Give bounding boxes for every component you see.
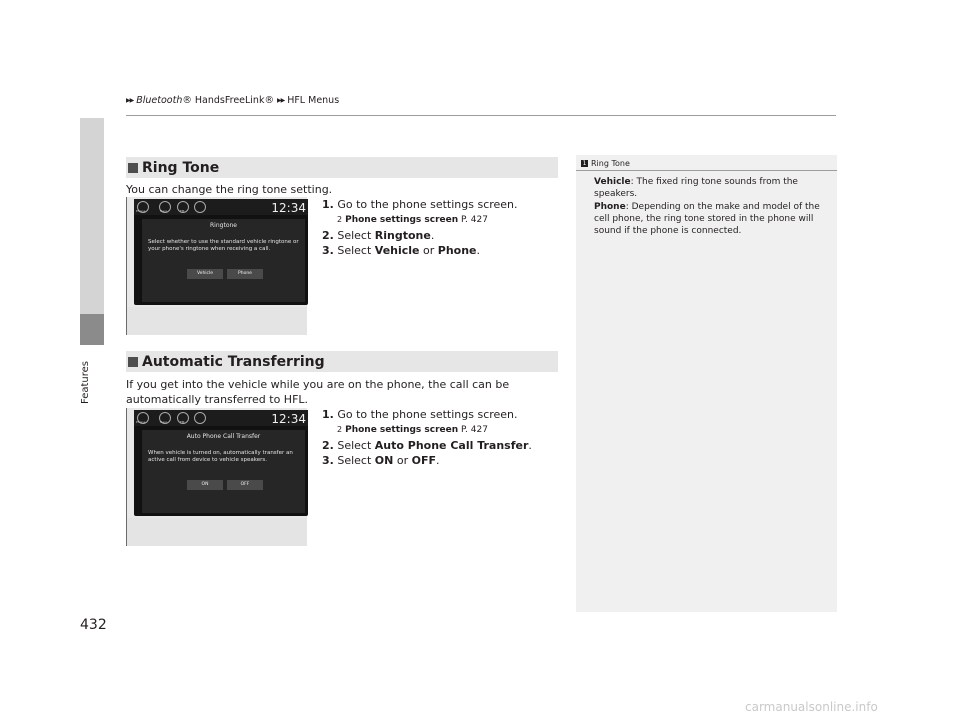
section-heading-ring-tone xyxy=(126,157,558,178)
step-keyword: Auto Phone Call Transfer xyxy=(374,439,529,452)
note-keyword: Phone xyxy=(594,202,626,212)
step-text: Select xyxy=(337,229,375,242)
step-keyword: Vehicle xyxy=(374,244,420,257)
status-bar xyxy=(134,410,308,426)
double-arrow-icon: ▶▶ xyxy=(126,97,134,104)
breadcrumb-item: Bluetooth xyxy=(136,95,183,106)
display-screen xyxy=(134,199,308,305)
auto-transfer-dialog xyxy=(142,430,305,513)
dialog-text: Select whether to use the standard vehicle ringtone or your phone's ringtone when receiving a call. xyxy=(148,239,299,252)
dialog-text: When vehicle is turned on, automatically transfer an active call from device to vehicle speakers. xyxy=(148,450,293,463)
page-number: 432 xyxy=(80,617,107,633)
note-title xyxy=(581,159,630,168)
step-list xyxy=(322,407,562,468)
double-arrow-icon: ▶▶ xyxy=(276,97,285,104)
clock: 12:34 xyxy=(271,201,306,215)
side-tab-marker xyxy=(80,314,104,345)
reference-page: P. 427 xyxy=(458,425,488,435)
note-paragraph xyxy=(594,176,828,200)
icon-label: FM xyxy=(180,209,185,213)
step-text: Select xyxy=(337,244,375,257)
page-reference[interactable] xyxy=(322,212,562,228)
dialog-title: Auto Phone Call Transfer xyxy=(186,433,261,440)
note-text: : Depending on the make and model of the cell phone, the ring tone stored in the phone will sound if the phone is connected. xyxy=(594,202,820,236)
side-tab-track xyxy=(80,118,104,314)
page-reference[interactable] xyxy=(322,422,562,438)
step-text: . xyxy=(528,439,532,452)
watermark: carmanualsonline.info xyxy=(745,700,878,714)
step-text: Go to the phone settings screen. xyxy=(337,408,518,421)
step-number: 1. xyxy=(322,198,334,211)
step-number: 1. xyxy=(322,408,334,421)
step-keyword: Phone xyxy=(437,244,477,257)
dialog-title: Ringtone xyxy=(210,222,237,229)
step-text: . xyxy=(476,244,481,257)
step-text: or xyxy=(419,244,438,257)
breadcrumb-item: HFL Menus xyxy=(287,95,340,106)
step-item xyxy=(322,438,562,453)
note-icon: 1 xyxy=(582,160,587,167)
step-keyword: Ringtone xyxy=(374,229,431,242)
icon-label: Navi xyxy=(160,420,167,424)
chapter-label: Features xyxy=(80,361,91,404)
step-number: 2. xyxy=(322,229,334,242)
phone-button[interactable]: Phone xyxy=(227,269,263,279)
step-number: 3. xyxy=(322,244,334,257)
reference-icon: 2 xyxy=(337,425,343,434)
step-text: . xyxy=(430,229,435,242)
icon-label: Navi xyxy=(160,209,167,213)
reference-icon: 2 xyxy=(337,215,343,224)
step-item xyxy=(322,407,562,422)
step-text: . xyxy=(435,454,440,467)
section-heading-auto-transfer xyxy=(126,351,558,372)
icon-label: Phone xyxy=(136,420,146,424)
step-item xyxy=(322,197,562,212)
breadcrumb-item: ® HandsFreeLink® xyxy=(182,95,274,106)
step-keyword: ON xyxy=(374,454,394,467)
note-text: : The fixed ring tone sounds from the speakers. xyxy=(594,177,798,199)
note-keyword: Vehicle xyxy=(594,177,631,187)
step-text: Select xyxy=(337,439,375,452)
step-number: 2. xyxy=(322,439,334,452)
section-title: Ring Tone xyxy=(142,159,220,176)
step-text: Select xyxy=(337,454,375,467)
note-title-text: Ring Tone xyxy=(591,159,630,168)
section-intro: If you get into the vehicle while you are on the phone, the call can be automatically transferred to HFL. xyxy=(126,378,510,406)
side-label xyxy=(80,352,96,412)
status-bar xyxy=(134,199,308,215)
screenshot-ringtone xyxy=(126,197,307,335)
step-number: 3. xyxy=(322,454,334,467)
section-title: Automatic Transferring xyxy=(142,353,325,370)
header-rule xyxy=(126,115,836,116)
reference-label: Phone settings screen xyxy=(345,215,459,225)
icon-label: Phone xyxy=(136,209,146,213)
vehicle-button[interactable]: Vehicle xyxy=(187,269,223,279)
square-bullet-icon xyxy=(128,357,138,367)
step-item xyxy=(322,453,562,468)
step-text: Go to the phone settings screen. xyxy=(337,198,518,211)
note-body xyxy=(594,176,828,238)
note-rule xyxy=(576,170,837,171)
screenshot-footer xyxy=(127,307,307,335)
note-paragraph xyxy=(594,201,828,237)
step-text: or xyxy=(393,454,412,467)
step-item xyxy=(322,243,562,258)
clock: 12:34 xyxy=(271,412,306,426)
step-list xyxy=(322,197,562,258)
section-intro: You can change the ring tone setting. xyxy=(126,183,333,196)
step-item xyxy=(322,228,562,243)
on-button[interactable]: ON xyxy=(187,480,223,490)
ringtone-dialog xyxy=(142,219,305,302)
off-button[interactable]: OFF xyxy=(227,480,263,490)
reference-label: Phone settings screen xyxy=(345,425,459,435)
display-screen xyxy=(134,410,308,516)
square-bullet-icon xyxy=(128,163,138,173)
icon-label: FM xyxy=(180,420,185,424)
side-note xyxy=(576,155,837,612)
breadcrumb xyxy=(126,95,339,106)
microphone-icon xyxy=(194,201,206,213)
microphone-icon xyxy=(194,412,206,424)
screenshot-footer xyxy=(127,518,307,546)
step-keyword: OFF xyxy=(411,454,436,467)
screenshot-auto-transfer xyxy=(126,408,307,546)
reference-page: P. 427 xyxy=(458,215,488,225)
